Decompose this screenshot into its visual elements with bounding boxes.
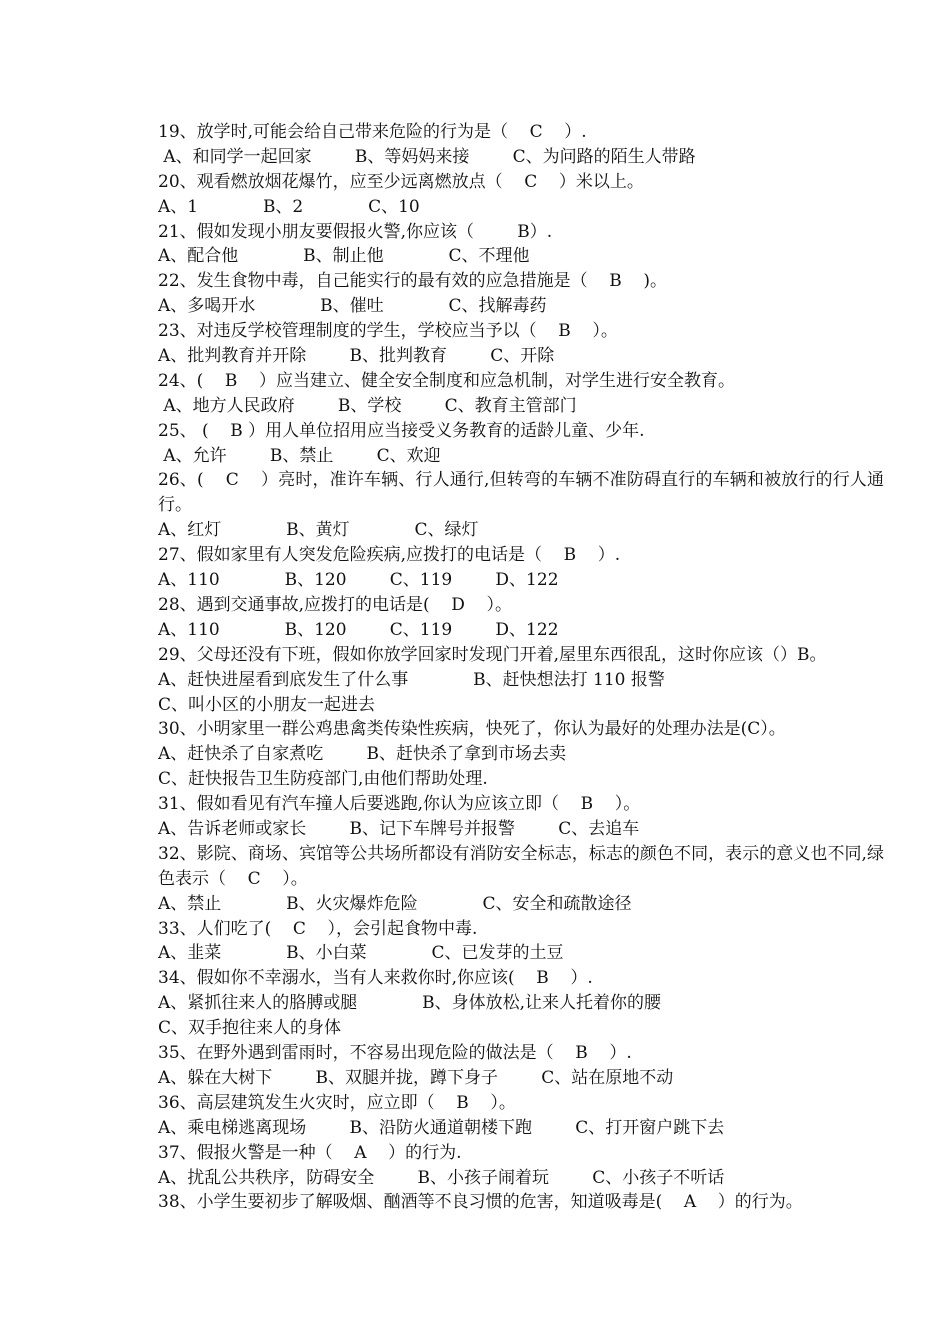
document-page [158,120,884,1215]
text-line: 38、小学生要初步了解吸烟、酗酒等不良习惯的危害，知道吸毒是( A ）的行为。 [158,1192,803,1213]
text-line: C、叫小区的小朋友一起进去 [158,694,376,715]
text-line: 22、发生食物中毒，自己能实行的最有效的应急措施是（ B )。 [158,271,667,292]
text-line: 35、在野外遇到雷雨时，不容易出现危险的做法是（ B ）. [158,1043,632,1064]
text-line: A、躲在大树下 B、双腿并拢，蹲下身子 C、站在原地不动 [158,1067,674,1088]
text-line: C、赶快报告卫生防疫部门,由他们帮助处理. [158,769,488,790]
text-line: 36、高层建筑发生火灾时，应立即（ B ）。 [158,1092,516,1113]
text-line: A、告诉老师或家长 B、记下车牌号并报警 C、去追车 [158,819,640,839]
text-line: 25、 ( B ）用人单位招用应当接受义务教育的适龄儿童、少年. [158,420,645,441]
text-line: 19、放学时,可能会给自己带来危险的行为是（ C ）. [158,122,587,142]
text-line: 29、父母还没有下班，假如你放学回家时发现门开着,屋里东西很乱，这时你应该（）B。 [158,644,827,665]
text-line: A、韭菜 B、小白菜 C、已发芽的土豆 [158,943,564,964]
text-line: A、扰乱公共秩序，防碍安全 B、小孩子闹着玩 C、小孩子不听话 [158,1167,725,1188]
text-line: A、赶快进屋看到底发生了什么事 B、赶快想法打 110 报警 [158,669,665,690]
text-line: A、赶快杀了自家煮吃 B、赶快杀了拿到市场去卖 [158,744,566,765]
text-line: A、和同学一起回家 B、等妈妈来接 C、为问路的陌生人带路 [158,146,696,167]
text-line: 28、遇到交通事故,应拨打的电话是( D ）。 [158,594,513,615]
text-line: A、乘电梯逃离现场 B、沿防火通道朝楼下跑 C、打开窗户跳下去 [158,1117,725,1138]
text-line: 26、( C ）亮时，准许车辆、行人通行,但转弯的车辆不准防碍直行的车辆和被放行的行人通行。 [158,470,884,516]
text-line: A、多喝开水 B、催吐 C、找解毒药 [158,296,547,317]
text-line: A、110 B、120 C、119 D、122 [158,570,559,591]
text-line: A、110 B、120 C、119 D、122 [158,619,559,640]
text-line: 27、假如家里有人突发危险疾病,应拨打的电话是（ B ）. [158,545,621,566]
text-line: A、紧抓往来人的胳膊或腿 B、身体放松,让来人托着你的腰 [158,993,662,1014]
text-line: A、红灯 B、黄灯 C、绿灯 [158,520,479,541]
text-line: A、禁止 B、火灾爆炸危险 C、安全和疏散途径 [158,893,632,914]
text-line: 37、假报火警是一种（ A ）的行为. [158,1142,462,1163]
text-line: C、双手抱往来人的身体 [158,1018,342,1039]
text-line: A、批判教育并开除 B、批判教育 C、开除 [158,346,555,367]
text-line: 20、观看燃放烟花爆竹，应至少远离燃放点（ C ）米以上。 [158,171,644,192]
text-line: 32、影院、商场、宾馆等公共场所都设有消防安全标志，标志的颜色不同，表示的意义也不同,绿色表示（ C ）。 [158,843,884,889]
text-line: 31、假如看见有汽车撞人后要逃跑,你认为应该立即（ B ）。 [158,794,641,815]
text-line: 34、假如你不幸溺水，当有人来救你时,你应该( B ）. [158,968,593,989]
text-line: 24、( B ）应当建立、健全安全制度和应急机制，对学生进行安全教育。 [158,370,735,391]
text-line: 33、人们吃了( C ），会引起食物中毒. [158,918,478,939]
text-line: A、配合他 B、制止他 C、不理他 [158,246,530,267]
text-line: A、允许 B、禁止 C、欢迎 [158,445,441,466]
text-line: A、地方人民政府 B、学校 C、教育主管部门 [158,395,577,416]
text-line: 21、假如发现小朋友要假报火警,你应该（ B）. [158,221,553,242]
text-line: A、1 B、2 C、10 [158,196,420,217]
text-line: 30、小明家里一群公鸡患禽类传染性疾病，快死了，你认为最好的处理办法是(C）。 [158,719,786,740]
text-line: 23、对违反学校管理制度的学生，学校应当予以（ B ）。 [158,321,618,342]
